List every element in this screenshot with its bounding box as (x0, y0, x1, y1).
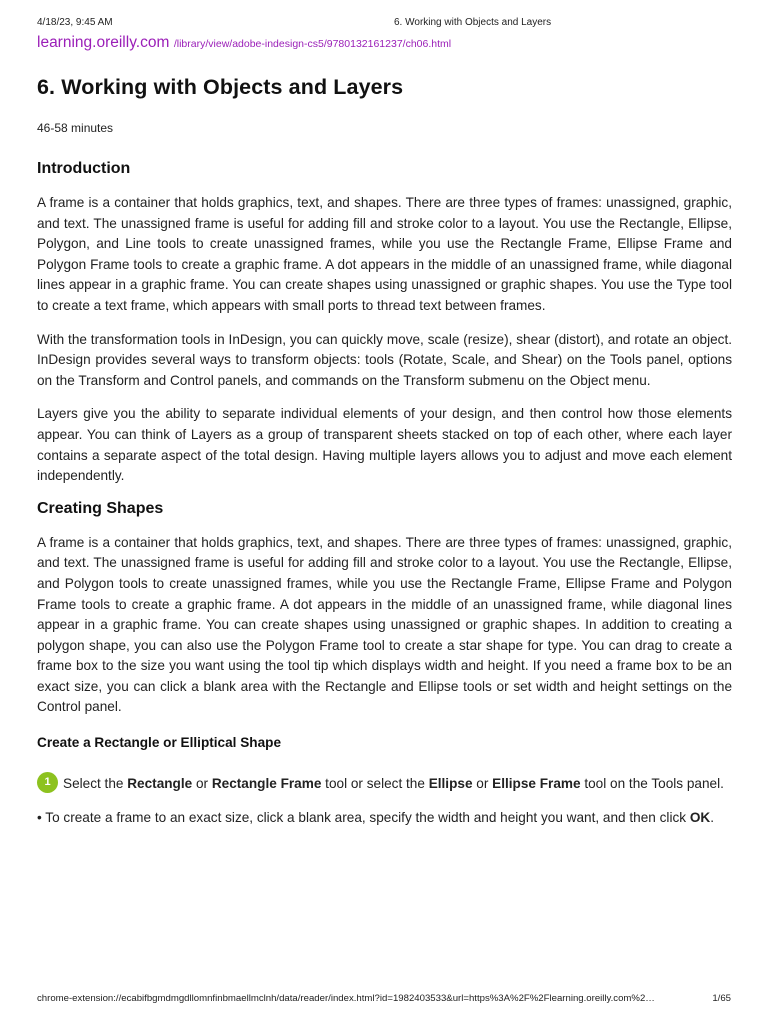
article-body (37, 160, 732, 828)
page-title: 6. Working with Objects and Layers (37, 75, 404, 99)
print-footer (37, 993, 731, 1005)
print-doc-title: 6. Working with Objects and Layers (394, 17, 552, 28)
step-1-text: 1 Select the Rectangle or Rectangle Frame tool or select the Ellipse or Ellipse Frame tool on the Tools panel. (37, 772, 732, 795)
step-number-badge: 1 (37, 772, 58, 793)
page-number: 1/65 (712, 993, 731, 1004)
source-path-link[interactable]: /library/view/adobe-indesign-cs5/9780132161237/ch06.html (173, 38, 452, 50)
ok-term: OK (689, 809, 711, 825)
source-url (37, 34, 451, 52)
source-domain-link[interactable]: learning.oreilly.com (37, 34, 170, 51)
reading-duration: 46-58 minutes (37, 121, 114, 135)
print-header (37, 17, 731, 31)
step-1 (37, 772, 732, 795)
creating-shapes-paragraph: A frame is a container that holds graphics, text, and shapes. There are three types of frames: unassigned, graphic, and text. The unassigned frame is useful for adding fill and stroke color to a layout. You use the Rectangle, Ellipse, and Polygon tools to create unassigned frames, while you use the Rectangle Frame, Ellipse Frame and Polygon Frame tools to create a graphic frame. A dot appears in the middle of an unassigned frame, while diagonal lines appear in a graphic frame. You can create shapes using unassigned or graphic shapes. In addition to creating a polygon shape, you can also use the Polygon Frame tool to create a star shape for type. You can drag to create a frame box to the size you want using the tool tip which displays width and height. If you need a frame box to be an exact size, you can click a blank area with the Rectangle and Ellipse tools or set width and height settings on the Control panel. (37, 534, 732, 715)
introduction-heading: Introduction (37, 160, 131, 177)
ellipse-tool-term: Ellipse (428, 776, 473, 792)
creating-shapes-heading: Creating Shapes (37, 499, 164, 517)
intro-paragraph-transform: With the transformation tools in InDesign, you can quickly move, scale (resize), shear (distort), and rotate an object. InDesign provides several ways to transform objects: tools (Rotate, Scale, and Shear) on the Tools panel, options on the Transform and Control panels, and commands on the Transform submenu on the Object menu. (37, 331, 732, 388)
create-rectangle-subheading: Create a Rectangle or Elliptical Shape (37, 735, 282, 751)
intro-paragraph-layers: Layers give you the ability to separate individual elements of your design, and then control how those elements appear. You can think of Layers as a group of transparent sheets stacked on top of each other, where each layer contains a separate aspect of the total design. Having multiple layers allows you to adjust and move each element independently. (37, 406, 732, 484)
bullet-exact-size: • To create a frame to an exact size, click a blank area, specify the width and height you want, and then click OK. (37, 809, 715, 825)
rectangle-tool-term: Rectangle (127, 776, 193, 792)
print-datetime: 4/18/23, 9:45 AM (37, 17, 113, 28)
footer-url: chrome-extension://ecabifbgmdmgdllomnfinbmaellmclnh/data/reader/index.html?id=1982403533&url=https%3A%2F%2Flearning.oreilly.com%2… (37, 993, 655, 1004)
intro-paragraph-frames: A frame is a container that holds graphics, text, and shapes. There are three types of frames: unassigned, graphic, and text. The unassigned frame is useful for adding fill and stroke color to a layout. You use the Rectangle, Ellipse, Polygon, and Line tools to create unassigned frames, while you use the Rectangle Frame, Ellipse Frame and Polygon Frame tools to create a graphic frame. A dot appears in the middle of an unassigned frame, while diagonal lines appear in a graphic frame. You can create shapes using unassigned or graphic shapes. You use the Type tool to create a text frame, which appears with small ports to thread text between frames. (37, 195, 732, 313)
rectangle-frame-tool-term: Rectangle Frame (211, 776, 322, 792)
ellipse-frame-tool-term: Ellipse Frame (492, 776, 581, 792)
